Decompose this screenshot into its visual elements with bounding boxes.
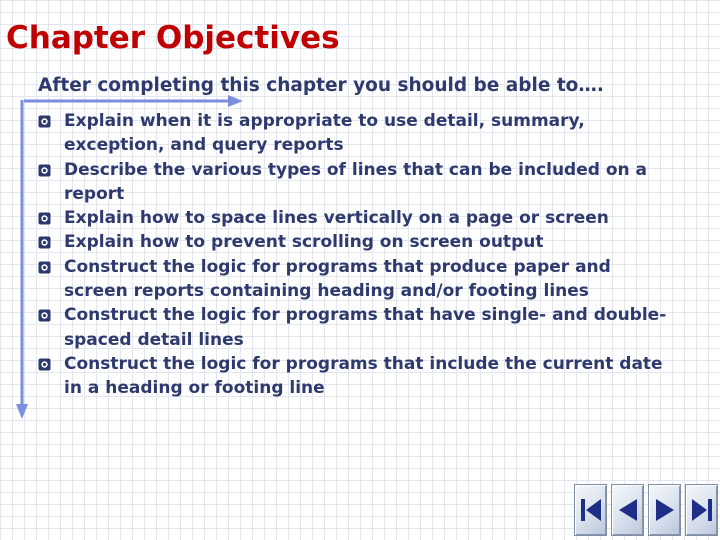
gear-bullet-icon	[38, 358, 51, 371]
objective-line: Explain how to space lines vertically on a page or screen	[64, 208, 609, 229]
first-slide-button[interactable]	[574, 484, 607, 536]
last-slide-button[interactable]	[685, 484, 718, 536]
objective-line: spaced detail lines	[64, 329, 244, 350]
objective-line: screen reports containing heading and/or footing lines	[64, 281, 589, 302]
slide-subtitle: After completing this chapter you should be able to….	[38, 75, 604, 96]
skip-to-first-icon	[579, 496, 603, 524]
objective-line: Describe the various types of lines that can be included on a	[64, 159, 648, 180]
gear-bullet-icon	[38, 261, 51, 274]
list-item	[38, 255, 698, 304]
objective-line: exception, and query reports	[64, 135, 344, 156]
play-right-icon	[653, 496, 677, 524]
gear-bullet-icon	[38, 212, 51, 225]
next-slide-button[interactable]	[648, 484, 681, 536]
objective-line: report	[64, 183, 125, 204]
list-item	[38, 352, 698, 401]
list-item	[38, 206, 698, 230]
slide-navigation	[574, 484, 720, 536]
objectives-list	[38, 109, 698, 401]
list-item	[38, 303, 698, 352]
objective-line: Construct the logic for programs that produce paper and	[64, 256, 611, 277]
arrow-down-icon	[15, 100, 29, 420]
arrow-right-icon	[24, 94, 244, 108]
gear-bullet-icon	[38, 115, 51, 128]
objective-line: Explain how to prevent scrolling on screen output	[64, 232, 544, 253]
previous-slide-button[interactable]	[611, 484, 644, 536]
list-item	[38, 109, 698, 158]
objective-line: Construct the logic for programs that include the current date	[64, 353, 663, 374]
gear-bullet-icon	[38, 236, 51, 249]
objective-line: Explain when it is appropriate to use detail, summary,	[64, 111, 585, 131]
objective-line: Construct the logic for programs that have single- and double-	[64, 305, 667, 326]
play-left-icon	[616, 496, 640, 524]
objective-line: in a heading or footing line	[64, 378, 325, 399]
slide-title: Chapter Objectives	[6, 20, 340, 56]
gear-bullet-icon	[38, 164, 51, 177]
list-item	[38, 230, 698, 254]
gear-bullet-icon	[38, 309, 51, 322]
skip-to-last-icon	[690, 496, 714, 524]
list-item	[38, 158, 698, 207]
